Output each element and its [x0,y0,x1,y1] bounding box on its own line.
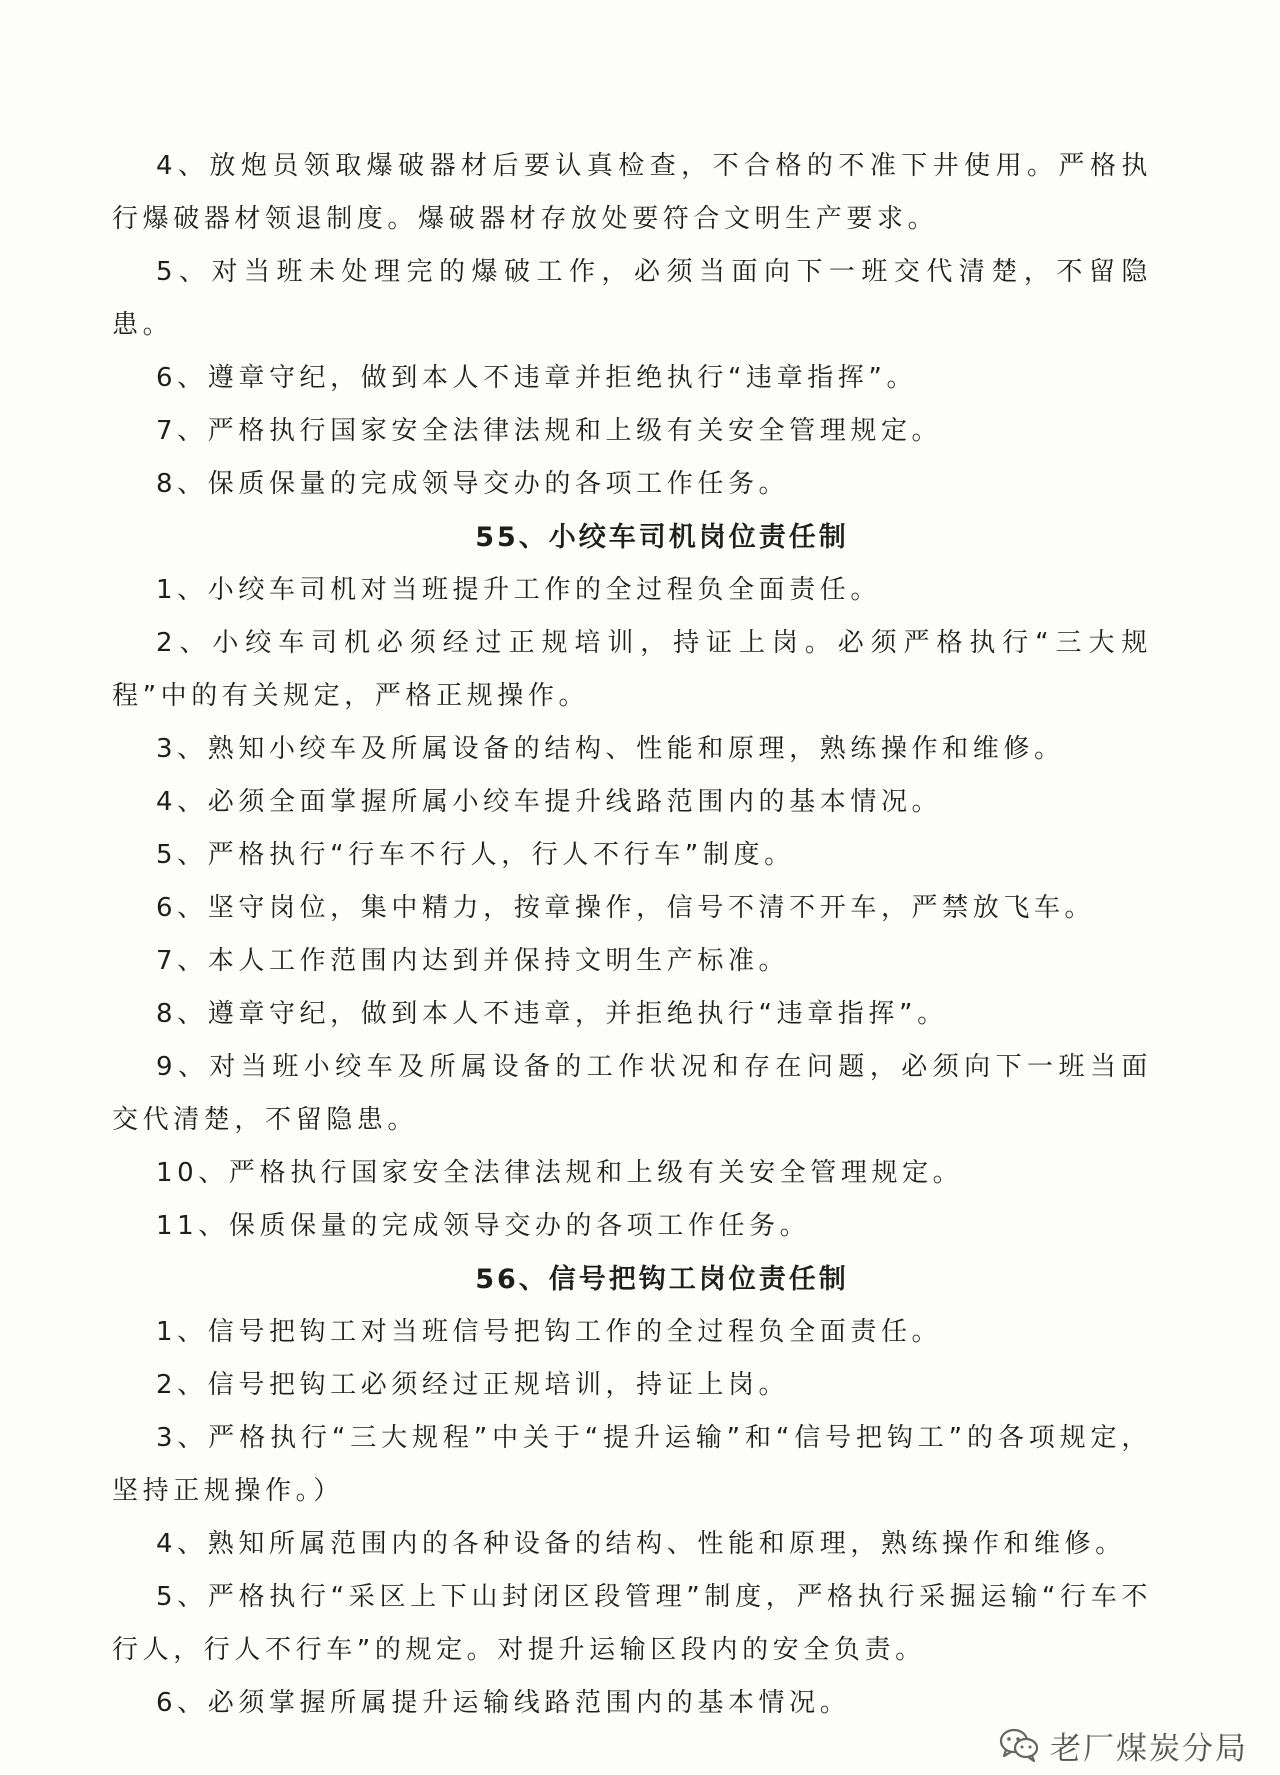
section-heading-55: 55、小绞车司机岗位责任制 [475,522,849,553]
paragraph: 11、保质保量的完成领导交办的各项工作任务。 [156,1211,811,1241]
paragraph: 3、熟知小绞车及所属设备的结构、性能和原理，熟练操作和维修。 [156,734,1065,764]
paragraph: 10、严格执行国家安全法律法规和上级有关安全管理规定。 [156,1158,964,1188]
paragraph: 1、信号把钩工对当班信号把钩工作的全过程负全面责任。 [156,1317,943,1347]
wechat-icon [998,1727,1040,1763]
paragraph: 6、必须掌握所属提升运输线路范围内的基本情况。 [156,1688,851,1718]
paragraph: 4、熟知所属范围内的各种设备的结构、性能和原理，熟练操作和维修。 [156,1529,1126,1559]
paragraph: 8、保质保量的完成领导交办的各项工作任务。 [156,469,790,499]
paragraph: 1、小绞车司机对当班提升工作的全过程负全面责任。 [156,575,881,605]
paragraph: 2、信号把钩工必须经过正规培训，持证上岗。 [156,1370,790,1400]
watermark [998,1723,1248,1767]
paragraph: 5、对当班未处理完的爆破工作，必须当面向下一班交代清楚，不留隐患。 [112,257,1152,340]
paragraph: 4、放炮员领取爆破器材后要认真检查，不合格的不准下井使用。严格执行爆破器材领退制度。爆破器材存放处要符合文明生产要求。 [112,151,1152,234]
paragraph: 6、遵章守纪，做到本人不违章并拒绝执行“违章指挥”。 [156,363,918,393]
section-heading-56: 56、信号把钩工岗位责任制 [475,1264,849,1295]
paragraph: 5、严格执行“行车不行人，行人不行车”制度。 [156,840,795,870]
paragraph: 7、本人工作范围内达到并保持文明生产标准。 [156,946,790,976]
paragraph: 3、严格执行“三大规程”中关于“提升运输”和“信号把钩工”的各项规定，坚持正规操作。） [112,1423,1152,1506]
paragraph: 4、必须全面掌握所属小绞车提升线路范围内的基本情况。 [156,787,943,817]
paragraph: 5、严格执行“采区上下山封闭区段管理”制度，严格执行采掘运输“行车不行人，行人不行车”的规定。对提升运输区段内的安全负责。 [112,1582,1152,1665]
paragraph: 7、严格执行国家安全法律法规和上级有关安全管理规定。 [156,416,943,446]
paragraph: 8、遵章守纪，做到本人不违章，并拒绝执行“违章指挥”。 [156,999,948,1029]
watermark-text: 老厂煤炭分局 [1050,1730,1248,1767]
paragraph: 9、对当班小绞车及所属设备的工作状况和存在问题，必须向下一班当面交代清楚，不留隐患。 [112,1052,1152,1135]
document-body [112,140,1152,1730]
paragraph: 2、小绞车司机必须经过正规培训，持证上岗。必须严格执行“三大规程”中的有关规定，严格正规操作。 [112,628,1152,711]
paragraph: 6、坚守岗位，集中精力，按章操作，信号不清不开车，严禁放飞车。 [156,893,1096,923]
